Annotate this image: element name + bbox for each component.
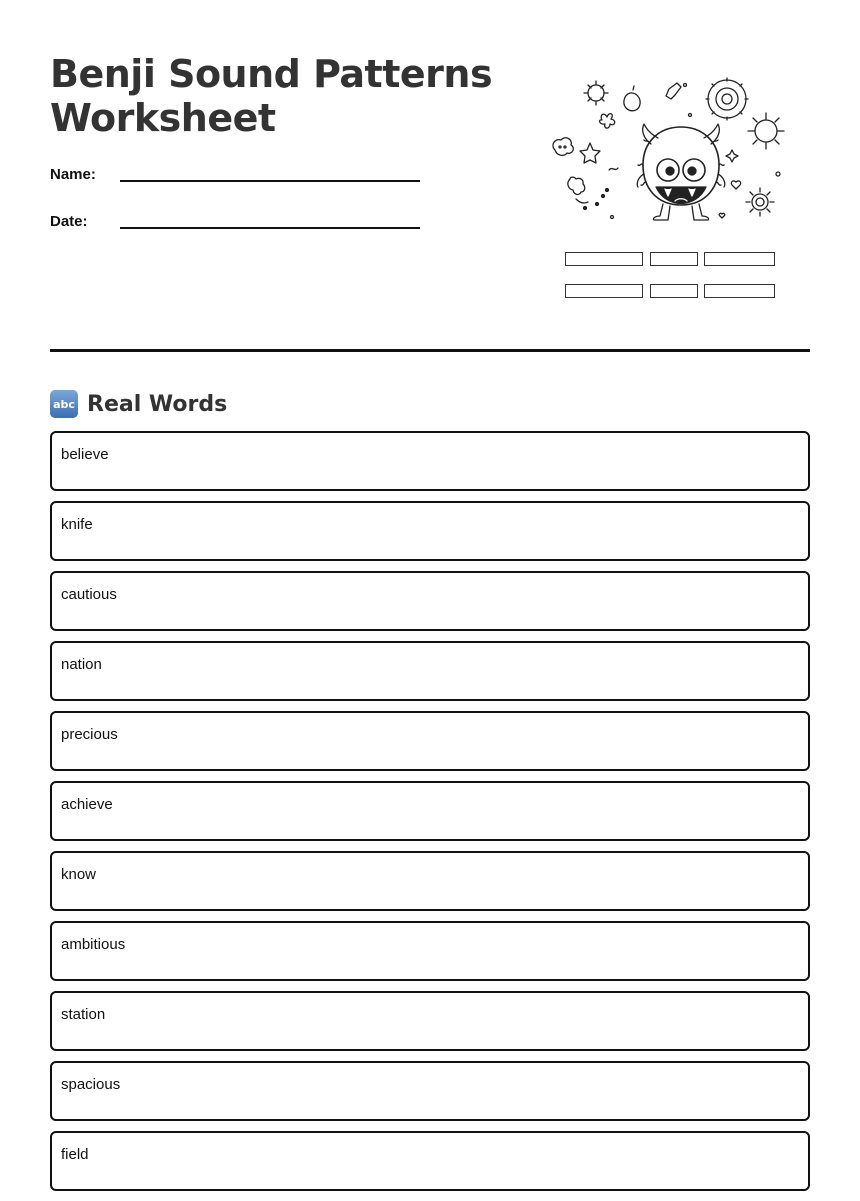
word-text: know: [61, 866, 97, 883]
date-write-line[interactable]: [120, 227, 420, 229]
answer-box-row: [565, 284, 775, 300]
word-text: believe: [61, 446, 109, 463]
abc-icon: abc: [50, 390, 78, 418]
word-text: station: [61, 1006, 106, 1023]
answer-boxes: [565, 252, 775, 316]
answer-box-row: [565, 252, 775, 268]
word-text: spacious: [61, 1076, 121, 1093]
date-field-row: [50, 213, 420, 241]
word-box[interactable]: [50, 991, 810, 1051]
word-box[interactable]: [50, 1131, 810, 1191]
answer-box[interactable]: [650, 284, 698, 298]
name-field-row: [50, 166, 420, 194]
word-text: nation: [61, 656, 102, 673]
answer-box[interactable]: [565, 284, 643, 298]
word-text: knife: [61, 516, 93, 533]
word-box[interactable]: [50, 921, 810, 981]
word-list: [50, 431, 810, 1201]
word-box[interactable]: [50, 501, 810, 561]
section-header: [50, 388, 227, 420]
word-text: precious: [61, 726, 118, 743]
word-box[interactable]: [50, 851, 810, 911]
answer-box[interactable]: [650, 252, 698, 266]
word-text: cautious: [61, 586, 117, 603]
name-write-line[interactable]: [120, 180, 420, 182]
date-label: Date:: [50, 213, 88, 230]
header-divider: [50, 349, 810, 352]
word-text: ambitious: [61, 936, 126, 953]
name-label: Name:: [50, 166, 96, 183]
monster-illustration: [545, 72, 790, 242]
word-box[interactable]: [50, 781, 810, 841]
word-box[interactable]: [50, 431, 810, 491]
section-title: Real Words: [87, 391, 228, 417]
word-box[interactable]: [50, 1061, 810, 1121]
worksheet-title: Benji Sound Patterns Worksheet: [50, 52, 493, 140]
answer-box[interactable]: [565, 252, 643, 266]
word-box[interactable]: [50, 571, 810, 631]
answer-box[interactable]: [704, 284, 775, 298]
word-box[interactable]: [50, 711, 810, 771]
word-text: field: [61, 1146, 89, 1163]
word-text: achieve: [61, 796, 113, 813]
answer-box[interactable]: [704, 252, 775, 266]
word-box[interactable]: [50, 641, 810, 701]
